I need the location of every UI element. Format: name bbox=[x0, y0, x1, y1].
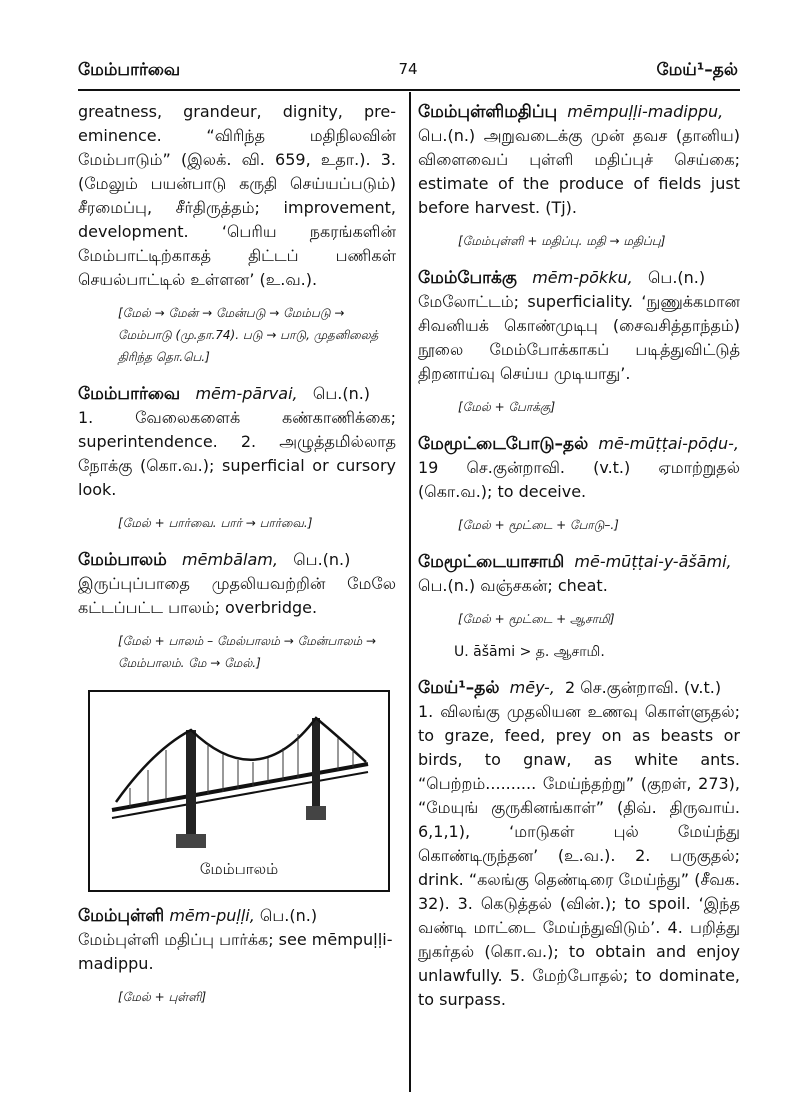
transliteration: mē-mūṭṭai-y-āšāmi, bbox=[574, 552, 732, 571]
bridge-figure bbox=[88, 690, 390, 892]
transliteration: mēmbālam, bbox=[182, 550, 278, 569]
definition: இருப்புப்பாதை முதலியவற்றின் மேலே கட்டப்பட்ட பாலம்; overbridge. bbox=[78, 574, 396, 617]
figure-caption: மேம்பாலம் bbox=[199, 860, 279, 878]
entry-head bbox=[418, 266, 740, 290]
column-divider bbox=[409, 92, 411, 1092]
definition: பெ.(n.) மேம்புள்ளி மதிப்பு பார்க்க; see mēmpuḷḷi-madippu. bbox=[78, 906, 393, 973]
entry-mempulli bbox=[78, 904, 396, 1022]
part-of-speech: பெ.(n.) bbox=[293, 550, 351, 569]
entry-mey bbox=[418, 676, 740, 1012]
header-rule bbox=[78, 89, 740, 91]
headword: மேம்பாலம் bbox=[78, 550, 167, 570]
loanword-note: U. āšāmi > த. ஆசாமி. bbox=[454, 644, 605, 660]
part-of-speech: 2 செ.குன்றாவி. (v.t.) bbox=[565, 678, 722, 697]
etymology: [மேல் + பாலம் – மேல்பாலம் → மேன்பாலம் → மேம்பாலம். மே → மேல்.] bbox=[118, 634, 377, 670]
entry-mempaarvai bbox=[78, 382, 396, 534]
etymology: [மேம்புள்ளி + மதிப்பு. மதி → மதிப்பு] bbox=[458, 234, 666, 248]
definition: 19 செ.குன்றாவி. (v.t.) ஏமாற்றுதல் (கொ.வ.); to deceive. bbox=[418, 458, 740, 501]
entry-mempokku bbox=[418, 266, 740, 418]
transliteration: mēm-pōkku, bbox=[532, 268, 633, 287]
right-column bbox=[418, 100, 740, 1026]
etymology: [மேல் + மூட்டை + ஆசாமி] bbox=[458, 612, 615, 626]
running-head-left: மேம்பார்வை bbox=[78, 60, 181, 80]
headword: மேமூட்டைபோடு–தல் bbox=[418, 434, 589, 454]
headword: மேம்புள்ளிமதிப்பு bbox=[418, 102, 558, 122]
headword: மேம்பார்வை bbox=[78, 384, 181, 404]
running-head-right: மேய்¹–தல் bbox=[656, 60, 738, 80]
entry-head bbox=[78, 904, 396, 976]
definition: மேலோட்டம்; superficiality. ‘நுணுக்கமான சிவனியக் கொண்முடிபு (சைவசித்தாந்தம்) நூலை மேம்போக்காகப் படித்துவிட்டுத் திறனாய்வு செய்ய முடியாது’. bbox=[418, 292, 740, 383]
entry-head bbox=[78, 382, 396, 406]
headword: மேம்போக்கு bbox=[418, 268, 517, 288]
entry-mempullimadippu bbox=[418, 100, 740, 252]
entry-membaalam bbox=[78, 548, 396, 674]
etymology: [மேல் → மேன் → மேன்படு → மேம்படு → மேம்பாடு (மு.தா.74). படு → பாடு, முதனிலைத் திரிந்த தொ.பெ.] bbox=[118, 306, 379, 364]
headword: மேய்¹–தல் bbox=[418, 678, 500, 698]
left-column bbox=[78, 100, 396, 688]
entry-head bbox=[418, 432, 740, 456]
transliteration: mēmpuḷḷi-madippu, bbox=[567, 102, 724, 121]
entry-memoottaipodu bbox=[418, 432, 740, 536]
etymology: [மேல் + புள்ளி] bbox=[118, 990, 207, 1004]
transliteration: mēy-, bbox=[509, 678, 555, 697]
definition: 1. வேலைகளைக் கண்காணிக்கை; superintendence. 2. அழுத்தமில்லாத நோக்கு (கொ.வ.); superficial or cursory look. bbox=[78, 408, 396, 499]
part-of-speech: பெ.(n.) bbox=[647, 268, 706, 287]
entry-head bbox=[418, 676, 740, 700]
headword: மேம்புள்ளி bbox=[78, 906, 165, 926]
entry-text: greatness, grandeur, dignity, pre-eminence. “விரிந்த மதிநிலவின் மேம்பாடும்” (இலக். வி. 659, உதா.). 3. (மேலும் பயன்பாடு கருதி செய்யப்படும்) சீரமைப்பு, சீர்திருத்தம்; improvement, development. ‘பெரிய நகரங்களின் மேம்பாட்டிற்காகத் திட்டப் பணிகள் செயல்பாட்டில் உள்ளன’ (உ.வ.). bbox=[78, 102, 396, 289]
bridge-illustration-icon bbox=[108, 710, 372, 850]
entry-continuation bbox=[78, 100, 396, 368]
etymology: [மேல் + போக்கு] bbox=[458, 400, 556, 414]
transliteration: mēm-pārvai, bbox=[195, 384, 298, 403]
page-number: 74 bbox=[398, 60, 418, 78]
transliteration: mēm-puḷḷi, bbox=[169, 906, 255, 925]
etymology: [மேல் + மூட்டை + போடு–.] bbox=[458, 518, 619, 532]
definition: பெ.(n.) வஞ்சகன்; cheat. bbox=[418, 576, 608, 595]
definition: பெ.(n.) அறுவடைக்கு முன் தவச (தானிய) விளைவைப் புள்ளி மதிப்புச் செய்கை; estimate of the produce of fields just before harvest. (Tj). bbox=[418, 126, 740, 217]
page-header bbox=[78, 60, 738, 84]
entry-head bbox=[78, 548, 396, 572]
entry-head bbox=[418, 100, 740, 124]
entry-memoottaiyaasaami bbox=[418, 550, 740, 662]
part-of-speech: பெ.(n.) bbox=[312, 384, 371, 403]
entry-head bbox=[418, 550, 740, 574]
transliteration: mē-mūṭṭai-pōḍu-, bbox=[598, 434, 739, 453]
headword: மேமூட்டையாசாமி bbox=[418, 552, 565, 572]
etymology: [மேல் + பார்வை. பார் → பார்வை.] bbox=[118, 516, 313, 530]
definition: 1. விலங்கு முதலியன உணவு கொள்ளுதல்; to graze, feed, prey on as beasts or birds, to gnaw, as white ants. “பெற்றம்.......... மேய்ந்தற்று” (குறள், 273), “மேயுங் குருகினங்காள்” (திவ். திருவாய். 6,1,1), ‘மாடுகள் புல் மேய்ந்து கொண்டிருந்தன’ (உ.வ.). 2. பருகுதல்; drink. “கலங்கு தெண்டிரை மேய்ந்து” (சீவக. 32). 3. கெடுத்தல் (வின்.); to spoil. ‘இந்த வண்டி மாட்டை மேய்ந்துவிடும்’. 4. பறித்து நுகர்தல் (கொ.வ.); to obtain and enjoy unlawfully. 5. மேற்போதல்; to dominate, to surpass. bbox=[418, 702, 740, 1009]
